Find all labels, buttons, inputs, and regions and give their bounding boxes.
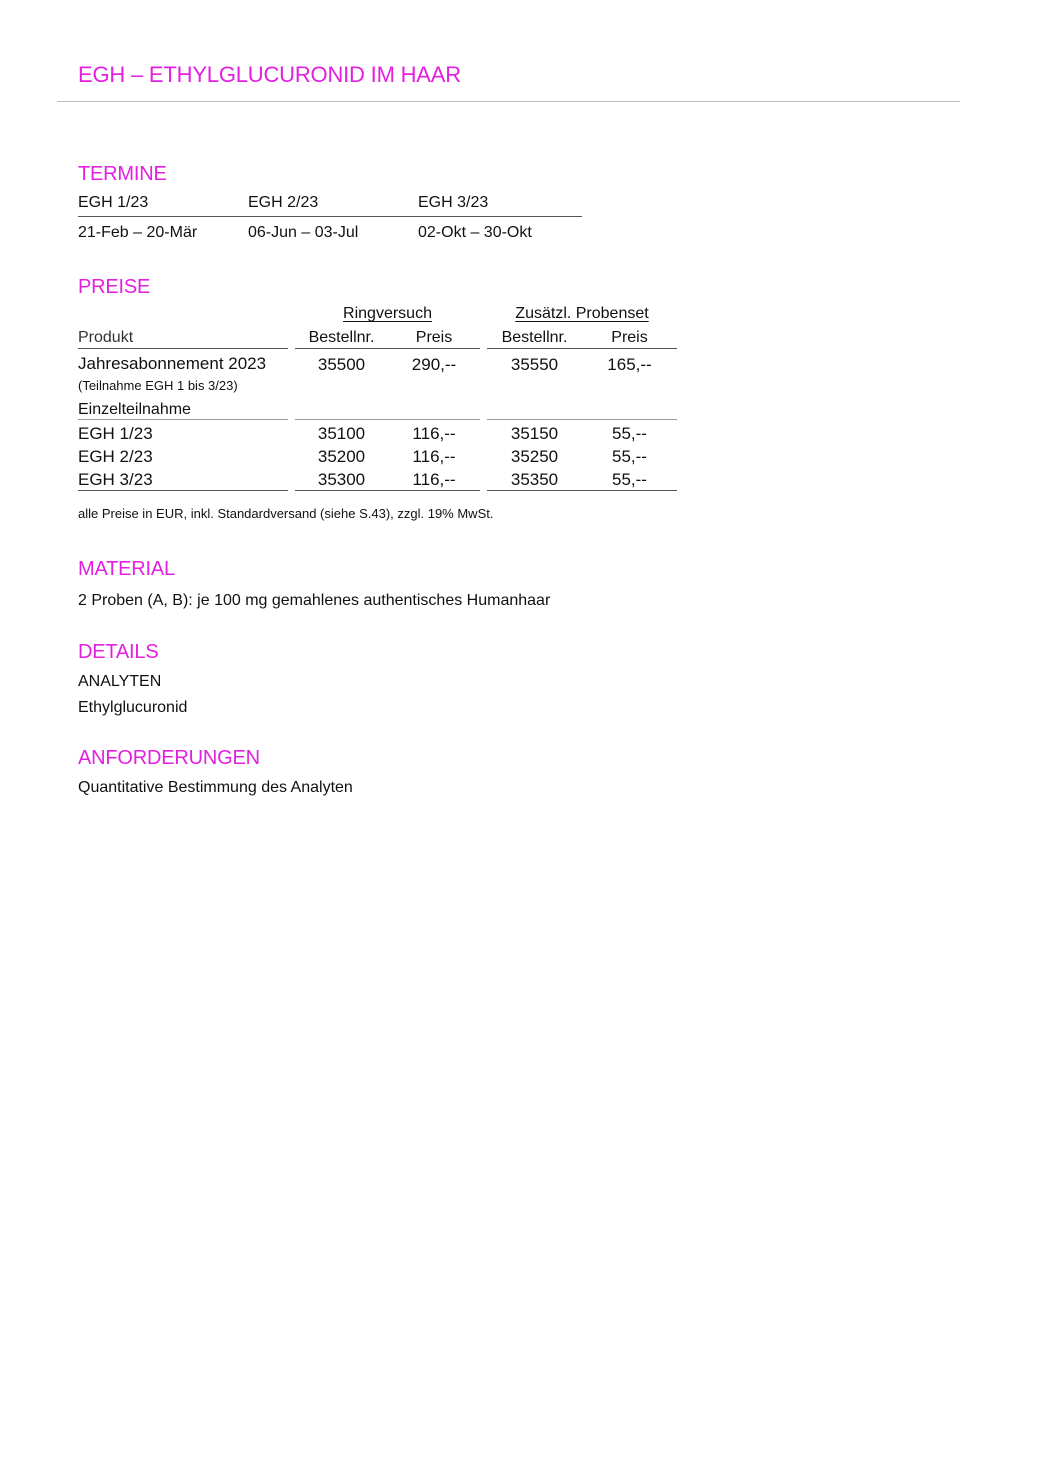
col-ring-preis: Preis [415, 329, 453, 346]
col-set-bestellnr: Bestellnr. [501, 329, 568, 346]
table-row-ring-preis: 116,-- [412, 470, 456, 489]
table-row-label: EGH 3/23 [78, 470, 153, 489]
table-row-label: EGH 2/23 [78, 447, 153, 466]
jahresabo-ring-preis: 290,-- [411, 355, 457, 374]
termine-divider [78, 216, 582, 217]
table-row-set-preis: 55,-- [612, 447, 647, 466]
col-ring-bestellnr: Bestellnr. [308, 329, 375, 346]
jahresabo-label: Jahresabonnement 2023 [78, 354, 267, 373]
table-row-ring-preis: 116,-- [412, 447, 456, 466]
jahresabo-sublabel: (Teilnahme EGH 1 bis 3/23) [78, 378, 238, 393]
anforderungen-heading: ANFORDERUNGEN [78, 747, 260, 769]
termine-header-3: EGH 3/23 [418, 194, 489, 211]
table-row-ring-nr: 35300 [317, 470, 366, 489]
preise-bottom-divider [295, 490, 480, 491]
termine-heading: TERMINE [78, 163, 167, 185]
preise-bottom-divider [487, 490, 677, 491]
preise-header-divider [487, 348, 677, 349]
termine-date-2: 06-Jun – 03-Jul [248, 224, 359, 241]
details-text: Ethylglucuronid [78, 699, 188, 716]
table-row-ring-nr: 35200 [317, 447, 366, 466]
table-row-ring-preis: 116,-- [412, 424, 456, 443]
col-set-preis: Preis [611, 329, 648, 346]
page-title: EGH – ETHYLGLUCURONID IM HAAR [78, 62, 461, 87]
termine-date-3: 02-Okt – 30-Okt [418, 224, 532, 241]
jahresabo-set-nr: 35550 [510, 355, 559, 374]
group-probenset: Zusätzl. Probenset [515, 305, 649, 322]
col-produkt: Produkt [78, 329, 134, 346]
group-ringversuch: Ringversuch [343, 305, 432, 322]
termine-date-1: 21-Feb – 20-Mär [78, 224, 198, 241]
table-row-label: EGH 1/23 [78, 424, 153, 443]
details-label: ANALYTEN [78, 673, 162, 690]
preise-bottom-divider [78, 490, 288, 491]
table-row-set-nr: 35350 [510, 470, 559, 489]
anforderungen-text: Quantitative Bestimmung des Analyten [78, 779, 353, 796]
table-row-set-preis: 55,-- [612, 424, 647, 443]
jahresabo-ring-nr: 35500 [317, 355, 366, 374]
table-row-set-nr: 35250 [510, 447, 559, 466]
preise-note: alle Preise in EUR, inkl. Standardversand (siehe S.43), zzgl. 19% MwSt. [78, 506, 494, 521]
preise-header-divider [78, 348, 288, 349]
preise-heading: PREISE [78, 276, 151, 298]
einzel-divider [487, 419, 677, 420]
preise-header-divider [295, 348, 480, 349]
material-text: 2 Proben (A, B): je 100 mg gemahlenes authentisches Humanhaar [78, 592, 551, 609]
details-heading: DETAILS [78, 641, 159, 663]
jahresabo-set-preis: 165,-- [607, 355, 652, 374]
einzel-label: Einzelteilnahme [78, 401, 191, 418]
termine-header-1: EGH 1/23 [78, 194, 149, 211]
title-divider [57, 101, 960, 102]
material-heading: MATERIAL [78, 558, 175, 580]
table-row-ring-nr: 35100 [317, 424, 366, 443]
einzel-divider [295, 419, 480, 420]
table-row-set-nr: 35150 [510, 424, 559, 443]
termine-header-2: EGH 2/23 [248, 194, 319, 211]
table-row-set-preis: 55,-- [612, 470, 647, 489]
einzel-divider [78, 419, 288, 420]
